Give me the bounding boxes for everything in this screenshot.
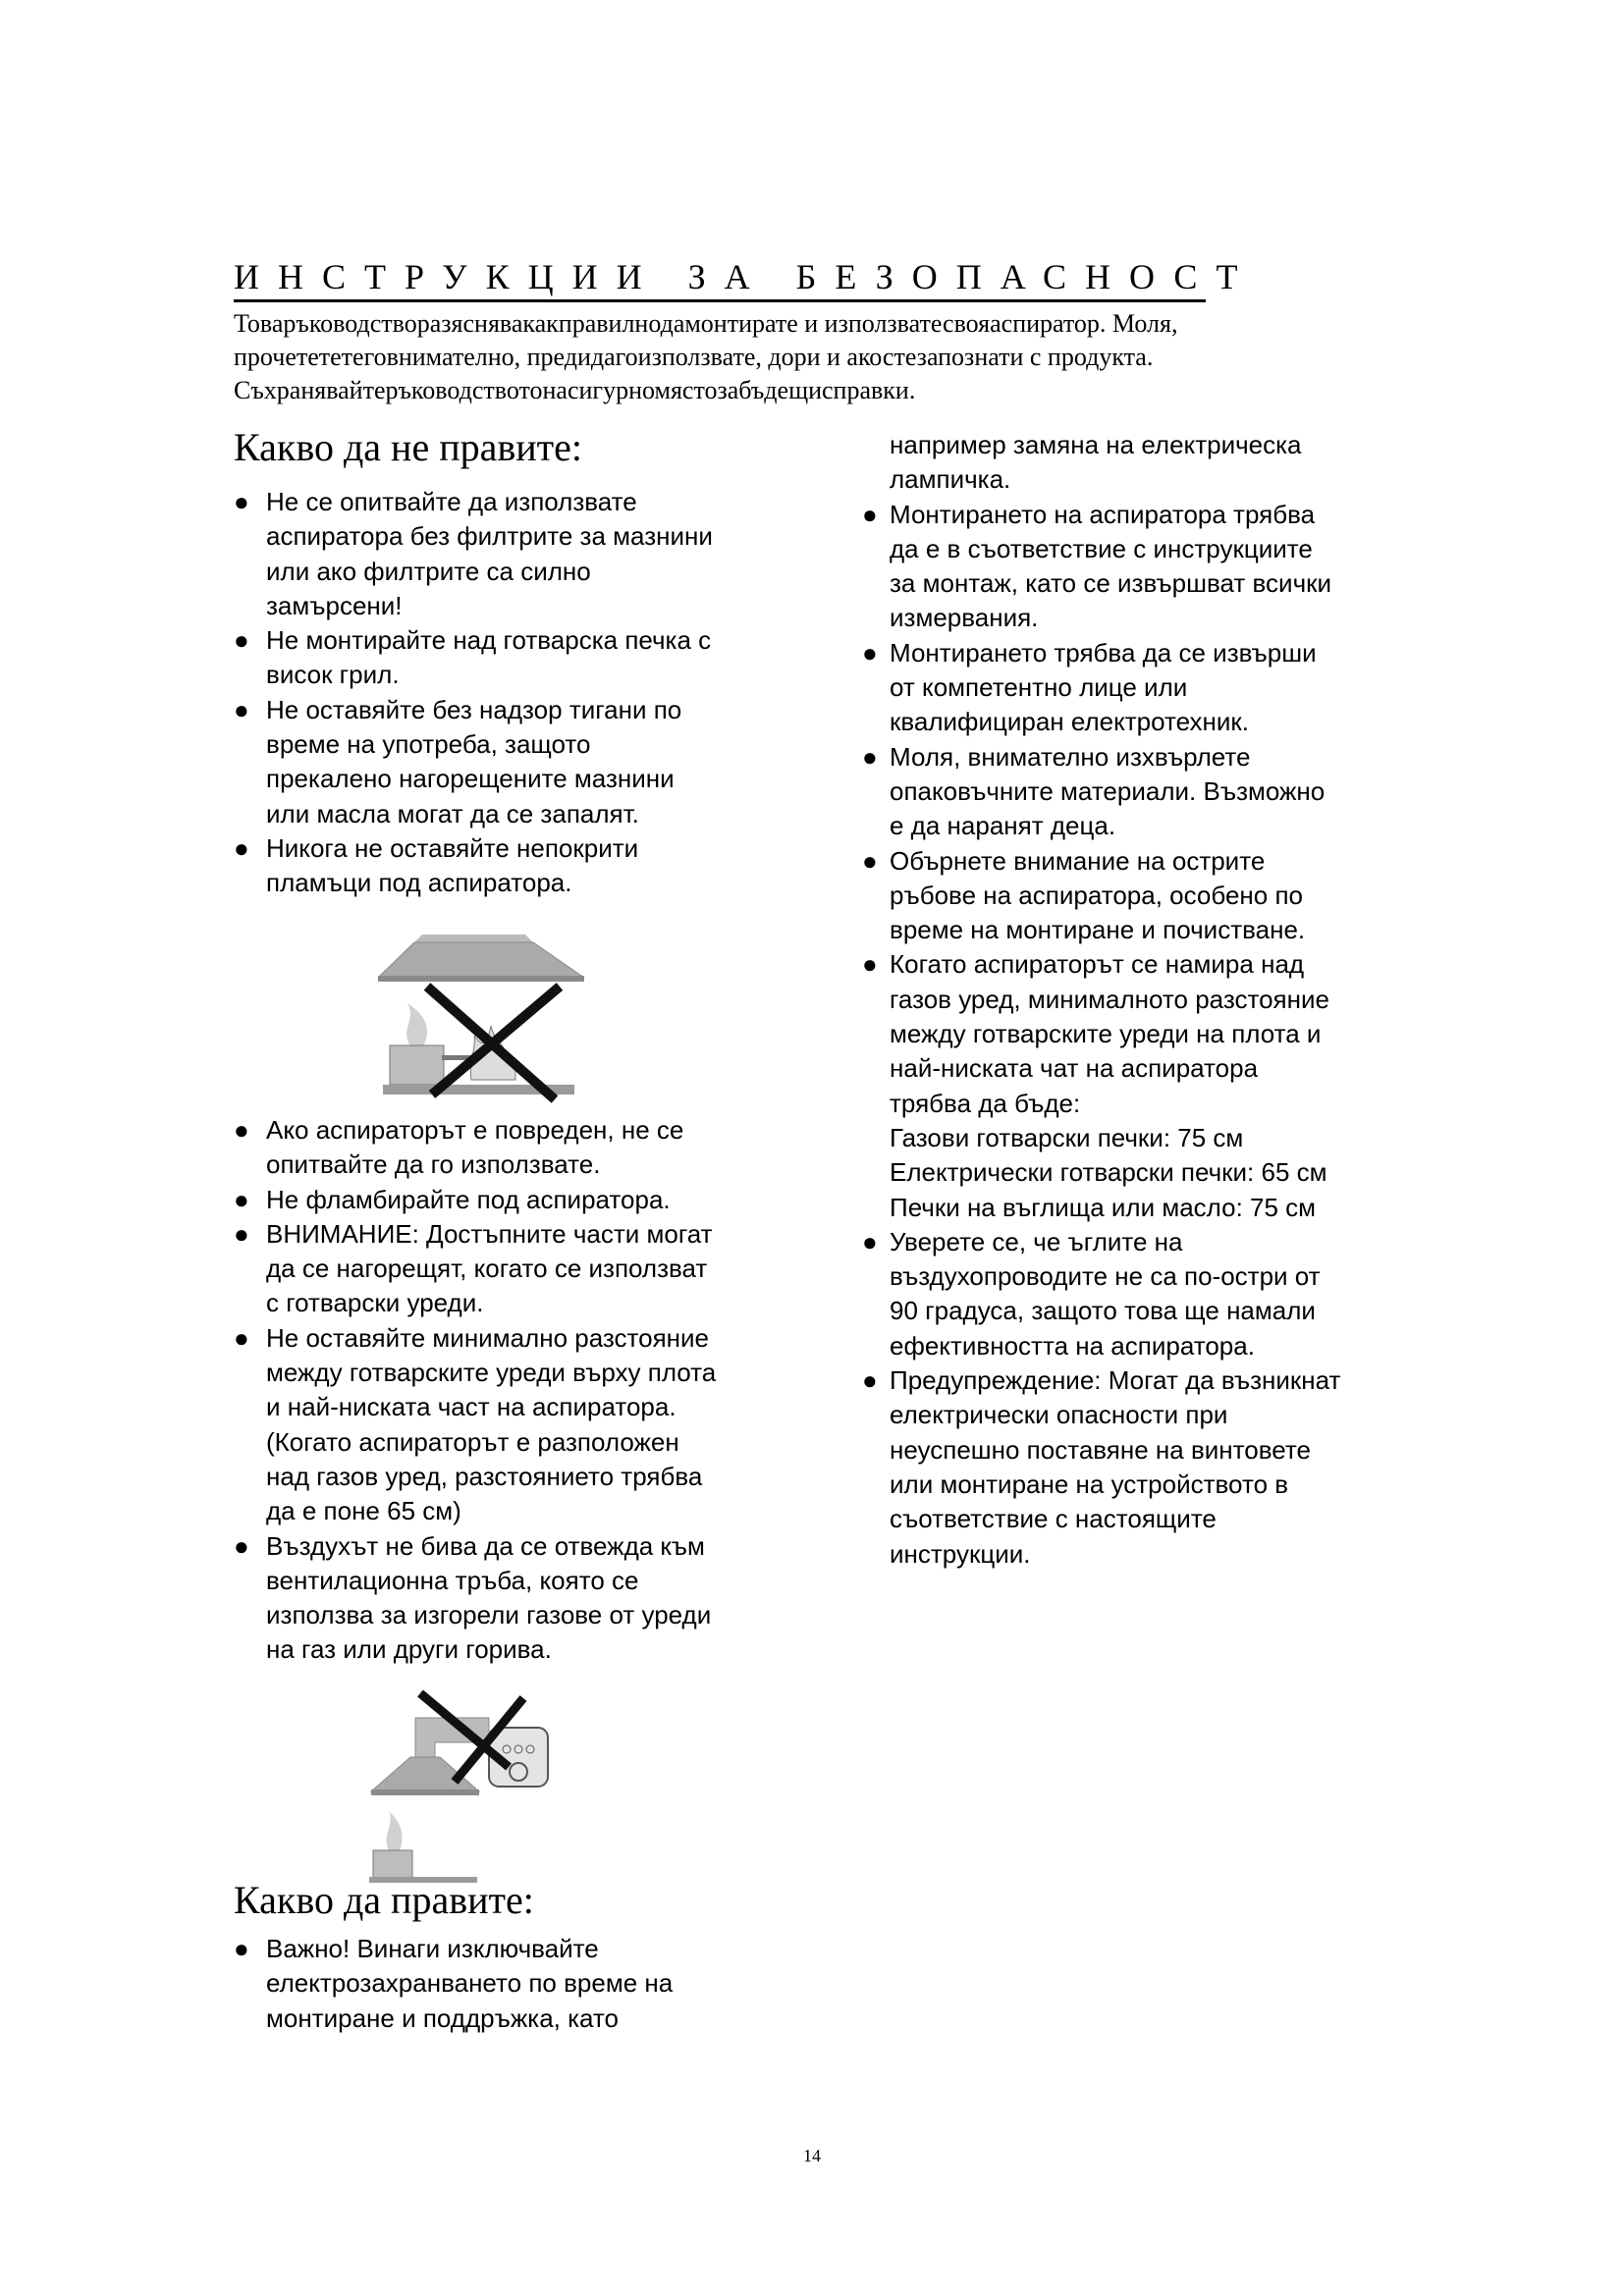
bullet-icon: ● (234, 1218, 249, 1249)
bullet-icon: ● (234, 1184, 249, 1214)
text-line: Обърнете внимание на острите (890, 845, 1266, 876)
text-line: или масла могат да се запалят. (266, 798, 639, 828)
text-line: или монтиране на устройството в (890, 1468, 1289, 1499)
text-line: Електрически готварски печки: 65 см (890, 1157, 1327, 1188)
text-line: за монтаж, като се извършват всички (890, 568, 1332, 599)
hood-vent-into-gas-appliance-illustration (361, 1688, 558, 1885)
pot-shape-2 (373, 1850, 412, 1878)
text-line: лампичка. (890, 464, 1011, 495)
bullet-icon: ● (234, 625, 249, 656)
right-list (862, 498, 1569, 1572)
intro-line: прочетететеговнимателно, предидагоизползвате, дори и акостезапознати с продукта. (234, 343, 1154, 371)
list-item (234, 693, 823, 831)
text-line: с готварски уреди. (266, 1288, 484, 1318)
text-line: съответствие с настоящите (890, 1504, 1217, 1534)
bullet-icon: ● (234, 1530, 249, 1561)
text-line: Никога не оставяйте непокрити (266, 832, 639, 863)
text-line: или ако филтрите са силно (266, 556, 591, 586)
bullet-icon: ● (862, 499, 878, 529)
hood-edge (378, 976, 584, 982)
text-line: опитвайте да го използвате. (266, 1149, 601, 1180)
text-line: Не фламбирайте под аспиратора. (266, 1184, 671, 1214)
list-item (234, 1217, 823, 1321)
text-line: да е в съответствие с инструкциите (890, 533, 1313, 563)
text-line: прекалено нагорещените мазнини (266, 764, 675, 794)
bullet-icon: ● (234, 1115, 249, 1145)
continued-item (862, 428, 1569, 498)
text-line: неуспешно поставяне на винтовете (890, 1434, 1311, 1465)
steam-shape (406, 1003, 427, 1048)
pot-shape (390, 1045, 444, 1085)
list-item (234, 1183, 823, 1217)
text-line: Газови готварски печки: 75 см (890, 1122, 1244, 1152)
text-line: електрически опасности при (890, 1400, 1228, 1430)
list-item (862, 498, 1569, 636)
steam-shape-2 (387, 1811, 403, 1853)
page-title: ИНСТРУКЦИИ ЗА БЕЗОПАСНОСТ (234, 257, 1257, 296)
intro-paragraph (234, 307, 1412, 407)
text-line: (Когато аспираторът е разположен (266, 1426, 679, 1457)
text-line: да се нагорещят, когато се използват (266, 1254, 708, 1284)
list-item (862, 636, 1569, 740)
text-line: на газ или други горива. (266, 1634, 552, 1665)
text-line: Не се опитвайте да използвате (266, 487, 637, 516)
text-line: опаковъчните материали. Възможно (890, 775, 1326, 806)
text-line: между готварските уреди върху плота (266, 1358, 717, 1388)
dont-list-part-2 (234, 1113, 823, 1668)
text-line: време на монтиране и почистване. (890, 915, 1306, 945)
text-line: въздухопроводите не са по-остри от (890, 1261, 1321, 1292)
bullet-icon: ● (862, 949, 878, 980)
text-line: да е поне 65 см) (266, 1496, 461, 1526)
bullet-icon: ● (862, 845, 878, 876)
text-line: Печки на въглища или масло: 75 см (890, 1192, 1317, 1222)
text-line: Уверете се, че ъглите на (890, 1226, 1183, 1256)
text-line: ефективността на аспиратора. (890, 1330, 1255, 1361)
text-line: газов уред, минималното разстояние (890, 984, 1329, 1014)
bullet-icon: ● (234, 1934, 249, 1963)
list-item (234, 623, 823, 693)
list-item (862, 844, 1569, 948)
bullet-icon: ● (862, 637, 878, 667)
text-line: над газов уред, разстоянието трябва (266, 1461, 703, 1491)
text-line: Ако аспираторът е повреден, не се (266, 1115, 684, 1145)
bullet-icon: ● (862, 1365, 878, 1396)
list-item (234, 1113, 823, 1183)
list-item (234, 1932, 823, 2036)
text-line: Когато аспираторът се намира над (890, 949, 1305, 980)
text-line: квалифициран електротехник. (890, 707, 1250, 737)
text-line: Монтирането на аспиратора трябва (890, 499, 1316, 529)
title-underline (234, 299, 1206, 302)
text-line: използва за изгорели газове от уреди (266, 1600, 712, 1630)
text-line: замърсени! (266, 590, 403, 620)
text-line: най-ниската чат на аспиратора (890, 1053, 1259, 1084)
text-line: между готварските уреди на плота и (890, 1019, 1322, 1049)
text-line: ръбове на аспиратора, особено по (890, 880, 1304, 910)
text-line: от компетентно лице или (890, 672, 1188, 703)
bullet-icon: ● (234, 487, 249, 516)
hood-over-flame-illustration (378, 933, 584, 1104)
text-line: вентилационна тръба, която се (266, 1565, 639, 1595)
text-line: Монтирането трябва да се извърши (890, 637, 1317, 667)
dont-list-part-1 (234, 485, 823, 901)
text-line: и най-ниската част на аспиратора. (266, 1392, 677, 1422)
text-line: инструкции. (890, 1538, 1031, 1569)
list-item (862, 947, 1569, 1224)
hood-edge-2 (371, 1789, 479, 1795)
text-line: ВНИМАНИЕ: Достъпните части могат (266, 1218, 713, 1249)
text-line: Не монтирайте над готварска печка с (266, 625, 712, 656)
bullet-icon: ● (862, 1226, 878, 1256)
bullet-icon: ● (234, 694, 249, 724)
text-line: Въздухът не бива да се отвежда към (266, 1530, 705, 1561)
text-line: Моля, внимателно изхвърлете (890, 741, 1251, 772)
list-item (862, 1363, 1569, 1572)
bullet-icon: ● (234, 832, 249, 863)
list-item (862, 740, 1569, 844)
text-line: Не оставяйте минимално разстояние (266, 1322, 710, 1353)
text-line: 90 градуса, защото това ще намали (890, 1296, 1316, 1326)
intro-line: Товаръководстворазяснявакакправилнодамонтирате и използватесвояаспиратор. Моля, (234, 309, 1178, 338)
text-line: електрозахранването по време на (266, 1968, 674, 1999)
page-number: 14 (803, 2146, 821, 2165)
hood-canopy (378, 942, 584, 978)
do-list (234, 1932, 823, 2036)
list-item (234, 1321, 823, 1529)
hood-top (414, 934, 533, 942)
right-column (862, 428, 1569, 1572)
text-line: измервания. (890, 603, 1039, 633)
text-line: Важно! Винаги изключвайте (266, 1934, 599, 1963)
text-line: време на употреба, защото (266, 729, 591, 760)
text-line: трябва да бъде: (890, 1088, 1081, 1118)
dont-heading: Какво да не правите: (234, 425, 583, 469)
text-line: монтиране и поддръжка, като (266, 2002, 620, 2033)
list-item (234, 831, 823, 901)
text-line: висок грил. (266, 660, 400, 690)
text-line: например замяна на електрическа (890, 430, 1302, 459)
intro-line: Съхранявайтеръководствотонасигурномястозабъдещисправки. (234, 376, 916, 404)
text-line: аспиратора без филтрите за мазнини (266, 521, 713, 552)
list-item (234, 485, 823, 623)
text-line: Предупреждение: Могат да възникнат (890, 1365, 1341, 1396)
do-heading: Какво да правите: (234, 1878, 534, 1922)
text-line: пламъци под аспиратора. (266, 868, 572, 898)
bullet-icon: ● (862, 741, 878, 772)
text-line: Не оставяйте без надзор тигани по (266, 694, 682, 724)
text-line: е да наранят деца. (890, 811, 1116, 841)
bullet-icon: ● (234, 1322, 249, 1353)
list-item (862, 1225, 1569, 1363)
list-item (234, 1529, 823, 1668)
